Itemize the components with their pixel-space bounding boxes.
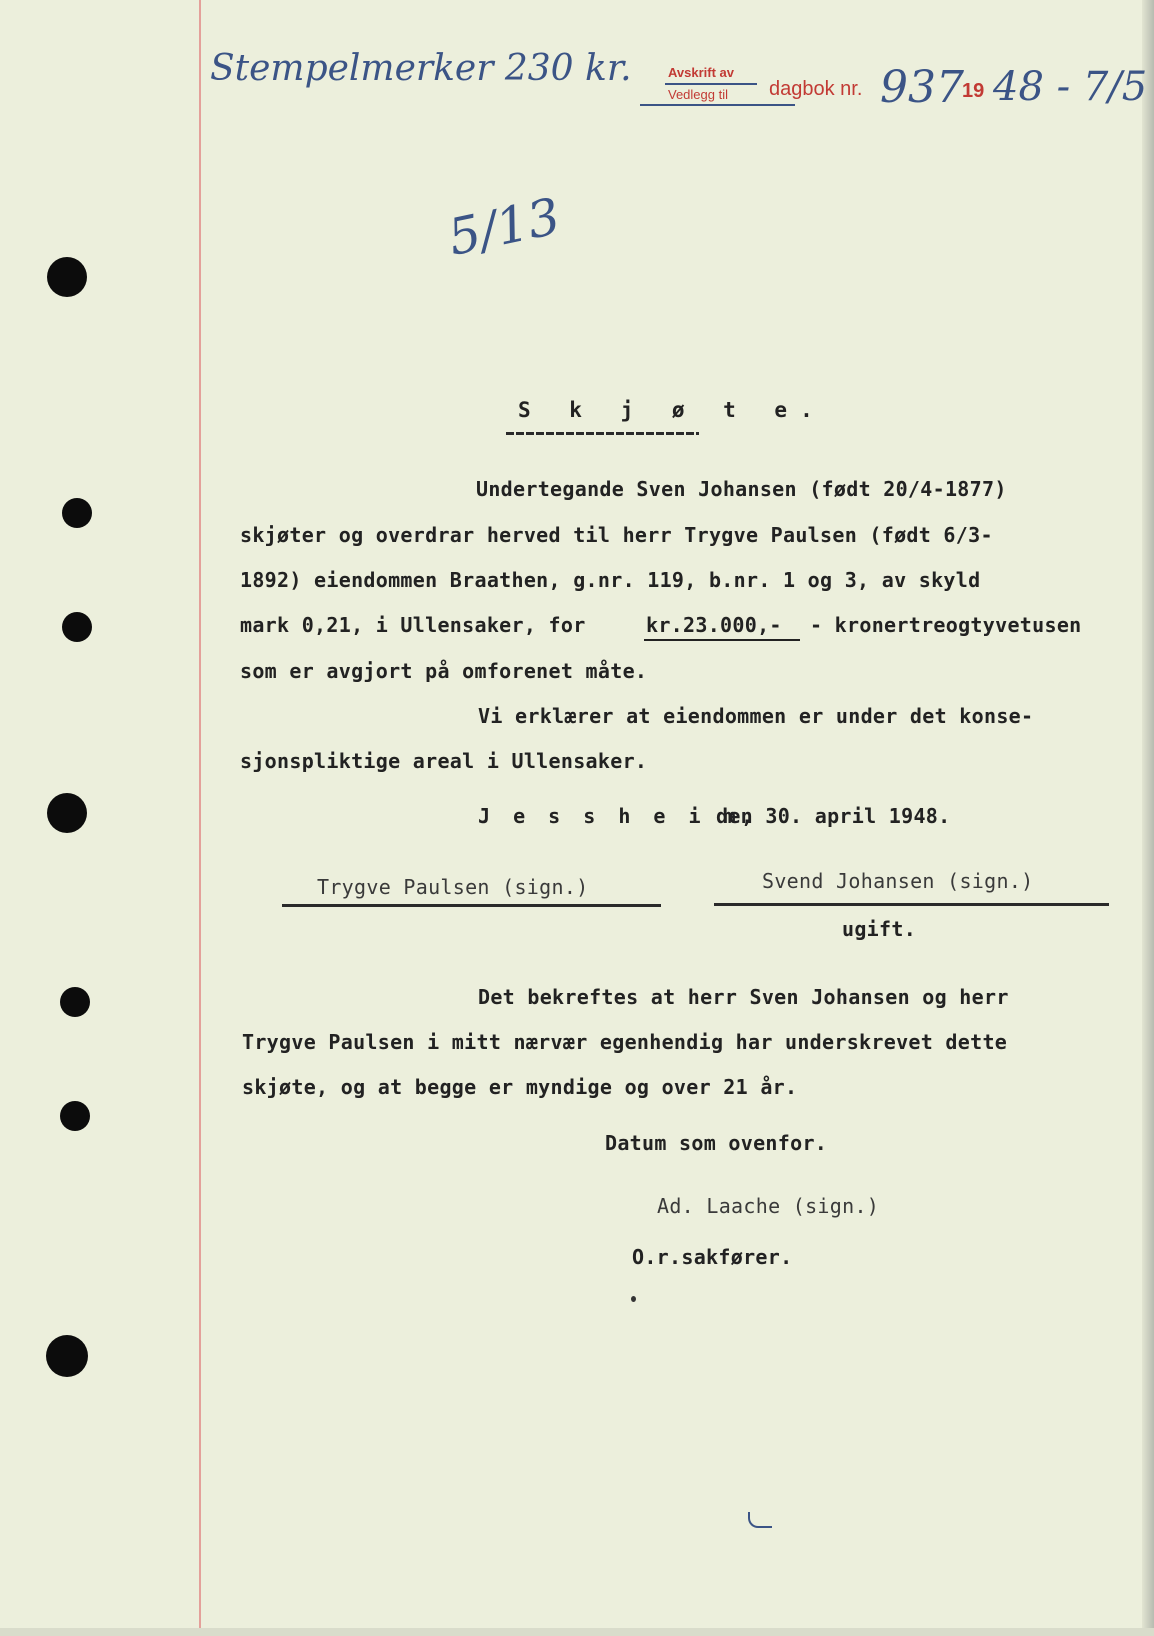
year-date-handwritten: 48 - 7/5 [993, 64, 1148, 110]
red-margin-line [199, 0, 201, 1636]
punch-hole [46, 1335, 88, 1377]
printed-avskrift-label: Avskrift av [668, 65, 734, 80]
document-title: S k j ø t e. [518, 398, 826, 422]
body-line: Vi erklærer at eiendommen er under det konse- [478, 704, 1034, 728]
marital-status: ugift. [842, 917, 917, 941]
ink-dot [631, 1296, 636, 1302]
page-bottom-edge [0, 1628, 1154, 1636]
dagbok-number-handwritten: 937 [880, 62, 964, 113]
ink-mark [748, 1512, 772, 1528]
punch-hole [60, 987, 90, 1017]
stamp-duty-handwritten: Stempelmerker 230 kr. [210, 48, 632, 89]
punch-hole [62, 498, 92, 528]
attestation-line: skjøte, og at begge er myndige og over 21 år. [242, 1075, 798, 1099]
body-line: mark 0,21, i Ullensaker, for [240, 613, 586, 637]
punch-hole [47, 793, 87, 833]
amount-underline [644, 639, 800, 641]
signature-line-left [282, 904, 661, 907]
body-line: som er avgjort på omforenet måte. [240, 659, 648, 683]
printed-dagbok-label: dagbok nr. [769, 78, 863, 100]
printed-vedlegg-label: Vedlegg til [668, 87, 728, 102]
punch-hole [47, 257, 87, 297]
avskrift-underline [665, 83, 757, 85]
date: den 30. april 1948. [716, 804, 951, 828]
title-underline [506, 432, 699, 435]
punch-hole [62, 612, 92, 642]
datum-line: Datum som ovenfor. [605, 1131, 828, 1155]
page-edge-shadow [1142, 0, 1154, 1636]
body-line: 1892) eiendommen Braathen, g.nr. 119, b.nr. 1 og 3, av skyld [240, 568, 981, 592]
body-line: sjonspliktige areal i Ullensaker. [240, 749, 648, 773]
attestation-line: Trygve Paulsen i mitt nærvær egenhendig har underskrevet dette [242, 1030, 1008, 1054]
purchase-amount: kr.23.000,- [646, 613, 782, 637]
punch-hole [60, 1101, 90, 1131]
attestation-line: Det bekreftes at herr Sven Johansen og herr [478, 985, 1009, 1009]
place: J e s s h e i m, [478, 804, 759, 828]
printed-year-prefix: 19 [962, 80, 985, 102]
body-line: skjøter og overdrar herved til herr Trygve Paulsen (født 6/3- [240, 523, 993, 547]
attesting-signer: Ad. Laache (sign.) [657, 1194, 880, 1218]
folio-mark-handwritten: 5/13 [443, 186, 566, 268]
signer-title: O.r.sakfører. [632, 1245, 793, 1269]
body-line: Undertegande Sven Johansen (født 20/4-1877) [476, 477, 1007, 501]
signature-right: Svend Johansen (sign.) [762, 869, 1034, 893]
vedlegg-underline [640, 104, 795, 106]
signature-left: Trygve Paulsen (sign.) [317, 875, 589, 899]
amount-in-words: - kronertreogtyvetusen [810, 613, 1082, 637]
signature-line-right [714, 903, 1109, 906]
